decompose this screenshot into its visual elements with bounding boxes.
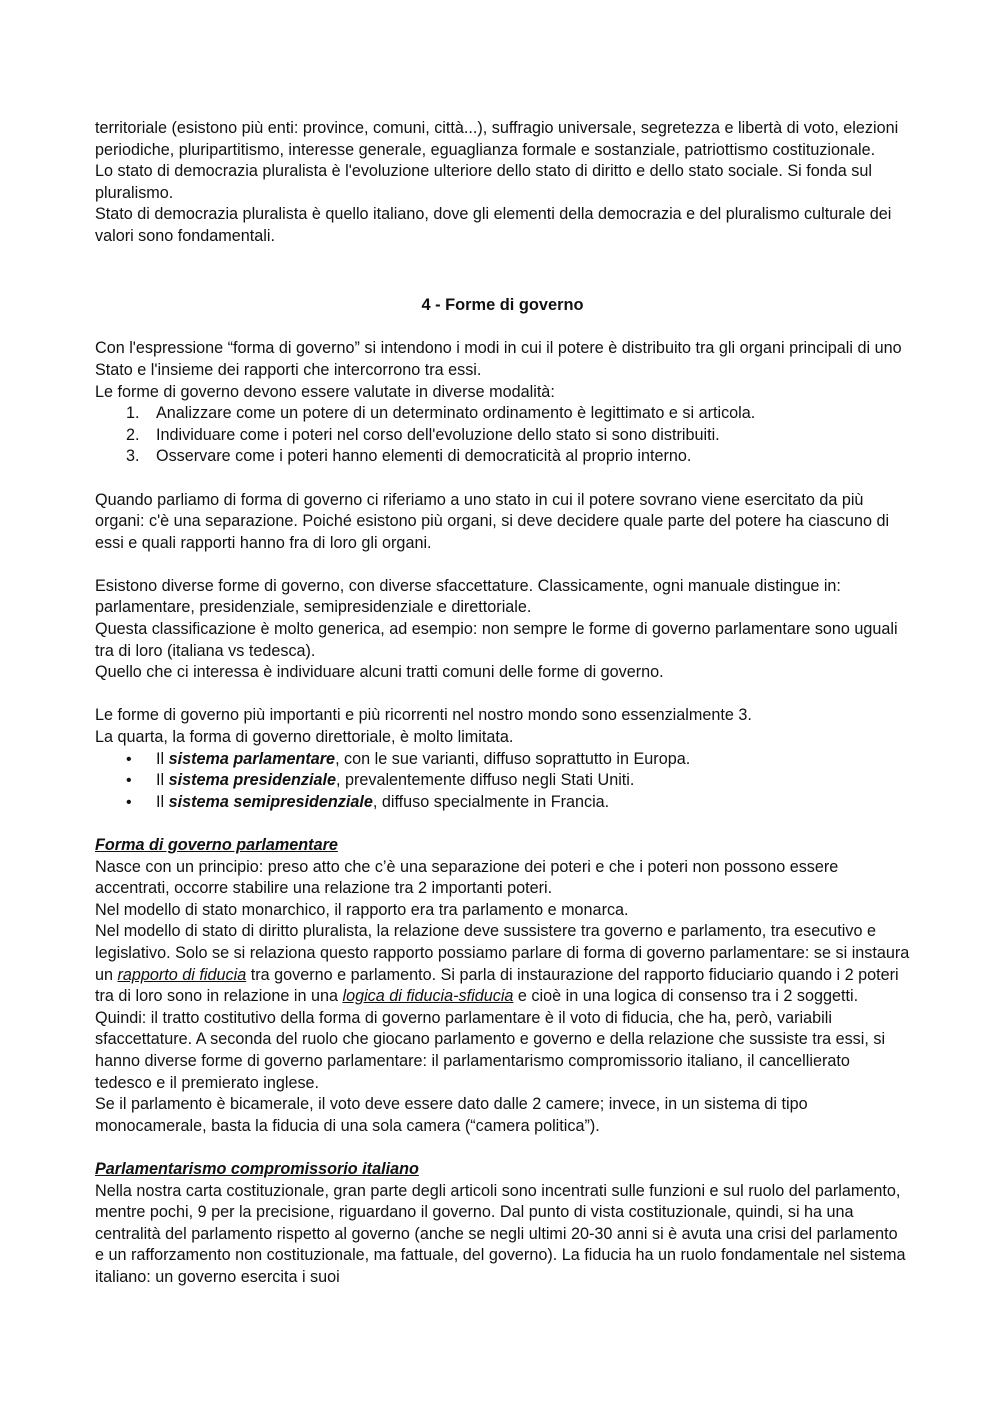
classification-note: Questa classificazione è molto generica, ad esempio: non sempre le forme di governo parlamentare sono uguali tra di loro (italiana vs tedesca). bbox=[95, 620, 898, 660]
common-traits-paragraph: Quello che ci interessa è individuare alcuni tratti comuni delle forme di governo. bbox=[95, 663, 664, 682]
section-title-forme-di-governo: 4 - Forme di governo bbox=[421, 296, 584, 315]
list-item-emphasis: sistema semipresidenziale bbox=[168, 792, 373, 811]
systems-list bbox=[95, 749, 910, 814]
intro-paragraph-2: Lo stato di democrazia pluralista è l'evoluzione ulteriore dello stato di diritto e dello stato sociale. Si fonda sul pluralismo. bbox=[95, 162, 872, 202]
bullet-icon: • bbox=[126, 750, 132, 768]
list-item-suffix: , prevalentemente diffuso negli Stati Uniti. bbox=[335, 771, 635, 790]
bullet-icon: • bbox=[126, 772, 132, 790]
principle-paragraph: Nasce con un principio: preso atto che c’è una separazione dei poteri e che i poteri non possono essere accentrati, occorre stabilire una relazione tra 2 importanti poteri. bbox=[95, 857, 839, 898]
list-item-text: Analizzare come un potere di un determinato ordinamento è legittimato e si articola. bbox=[156, 404, 756, 423]
list-item bbox=[95, 792, 910, 814]
list-item-emphasis: sistema presidenziale bbox=[168, 771, 336, 790]
list-item bbox=[95, 425, 910, 447]
list-item-suffix: , con le sue varianti, diffuso soprattutto in Europa. bbox=[335, 749, 691, 768]
modalities-list bbox=[95, 403, 910, 468]
subsection-title-parlamentare: Forma di governo parlamentare bbox=[95, 836, 338, 854]
list-item-prefix: Il bbox=[156, 792, 169, 811]
sovereign-power-paragraph: Quando parliamo di forma di governo ci riferiamo a uno stato in cui il potere sovrano viene esercitato da più organi: c'è una separazione. Poiché esistono più organi, si deve decidere quale parte del potere ha ciascuno di essi e quali rapporti hanno fra di loro gli organi. bbox=[95, 490, 890, 552]
classification-paragraph: Esistono diverse forme di governo, con diverse sfaccettature. Classicamente, ogni manuale distingue in: parlamentare, presidenziale, semipresidenziale e direttoriale. bbox=[95, 576, 841, 617]
list-number: 1. bbox=[126, 404, 140, 423]
fourth-form-paragraph: La quarta, la forma di governo direttoriale, è molto limitata. bbox=[95, 728, 514, 747]
list-item bbox=[95, 403, 910, 425]
text-run: Nel modello di stato di diritto pluralista, la relazione deve sussistere tra governo e parlamento, tra esecutivo e legislativo. Solo se si relaziona questo rapporto possiamo parlare di forma di governo parlamentare: se si instaura un bbox=[95, 922, 910, 984]
text-run: e cioè in una logica di consenso tra i 2 soggetti. bbox=[513, 987, 859, 1006]
main-forms-paragraph: Le forme di governo più importanti e più ricorrenti nel nostro mondo sono essenzialmente 3. bbox=[95, 706, 752, 725]
list-item bbox=[95, 446, 910, 468]
intro-paragraph-3: Stato di democrazia pluralista è quello italiano, dove gli elementi della democrazia e del pluralismo culturale dei valori sono fondamentali. bbox=[95, 205, 892, 245]
text-run: tra governo e parlamento. Si parla di instaurazione del rapporto fiduciario quando i 2 poteri tra di loro sono in relazione in una bbox=[95, 965, 899, 1006]
list-item-text: Osservare come i poteri hanno elementi di democraticità al proprio interno. bbox=[156, 447, 692, 466]
list-item bbox=[95, 749, 910, 771]
list-item-prefix: Il bbox=[156, 749, 169, 768]
modalities-intro: Le forme di governo devono essere valutate in diverse modalità: bbox=[95, 382, 555, 401]
confidence-vote-paragraph: Quindi: il tratto costitutivo della forma di governo parlamentare è il voto di fiducia, che ha, però, variabili sfaccettature. A seconda del ruolo che giocano parlamento e governo e della relazione che sussiste tra essi, si hanno diverse forme di governo parlamentare: il parlamentarismo compromissorio italiano, il cancellierato tedesco e il premierato inglese. bbox=[95, 1008, 886, 1092]
list-item-emphasis: sistema parlamentare bbox=[168, 749, 336, 768]
monarchic-paragraph: Nel modello di stato monarchico, il rapporto era tra parlamento e monarca. bbox=[95, 900, 629, 919]
list-item-suffix: , diffuso specialmente in Francia. bbox=[372, 792, 610, 811]
document-page bbox=[95, 118, 910, 1288]
bullet-icon: • bbox=[126, 793, 132, 811]
trust-relationship-paragraph bbox=[95, 921, 910, 1007]
definition-paragraph: Con l'espressione “forma di governo” si intendono i modi in cui il potere è distribuito tra gli organi principali di uno Stato e l'insieme dei rapporti che intercorrono tra essi. bbox=[95, 339, 902, 379]
subsection-title-compromissorio: Parlamentarismo compromissorio italiano bbox=[95, 1159, 419, 1178]
list-item-prefix: Il bbox=[156, 771, 169, 790]
list-number: 2. bbox=[126, 425, 140, 444]
term-rapporto-di-fiducia: rapporto di fiducia bbox=[117, 965, 247, 984]
bicameral-paragraph: Se il parlamento è bicamerale, il voto deve essere dato dalle 2 camere; invece, in un sistema di tipo monocamerale, basta la fiducia di una sola camera (“camera politica”). bbox=[95, 1095, 808, 1135]
constitution-paragraph: Nella nostra carta costituzionale, gran parte degli articoli sono incentrati sulle funzioni e sul ruolo del parlamento, mentre pochi, 9 per la precisione, riguardano il governo. Dal punto di vista costituzionale, quindi, si ha una centralità del parlamento rispetto al governo (anche se negli ultimi 20-30 anni si è avuta una crisi del parlamento e un rafforzamento non costituzionale, ma fattuale, del governo). La fiducia ha un ruolo fondamentale nel sistema italiano: un governo esercita i suoi bbox=[95, 1181, 906, 1286]
list-item-text: Individuare come i poteri nel corso dell'evoluzione dello stato si sono distribuiti. bbox=[156, 425, 720, 444]
list-number: 3. bbox=[126, 447, 140, 466]
list-item bbox=[95, 770, 910, 792]
intro-paragraph-1: territoriale (esistono più enti: province, comuni, città...), suffragio universale, segretezza e libertà di voto, elezioni periodiche, pluripartitismo, interesse generale, eguaglianza formale e sostanziale, patriottismo costituzionale. bbox=[95, 119, 899, 159]
term-logica-fiducia-sfiducia: logica di fiducia-sfiducia bbox=[342, 987, 514, 1006]
